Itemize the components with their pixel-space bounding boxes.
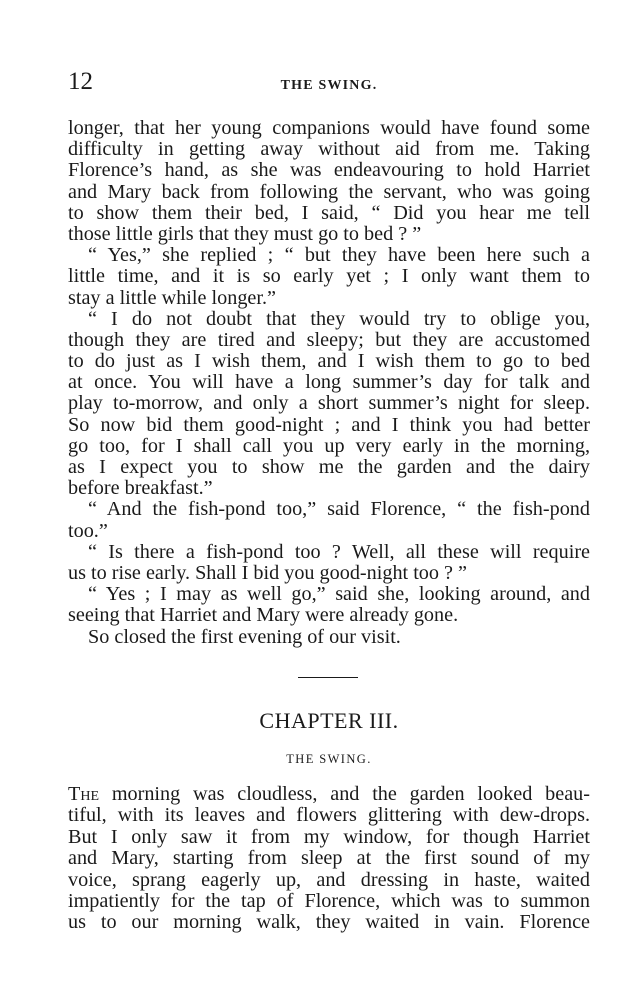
text-line: difficulty in getting away without aid from me. Taking xyxy=(68,138,590,161)
text-line: tiful, with its leaves and flowers glittering with dew-drops. xyxy=(68,804,590,827)
text-line: us to our morning walk, they waited in vain. Florence xyxy=(68,911,590,934)
text-line: at once. You will have a long summer’s day for talk and xyxy=(68,371,590,394)
section-divider xyxy=(298,677,358,678)
text-line: go too, for I shall call you up very early in the morning, xyxy=(68,434,590,457)
text-line: longer, that her young companions would have found some xyxy=(68,117,590,139)
text-line: and Mary, starting from sleep at the first sound of my xyxy=(68,847,590,870)
text-line: “ Is there a fish-pond too ? Well, all these will require xyxy=(88,540,590,563)
text-line: those little girls that they must go to bed ? ” xyxy=(68,222,422,245)
text-line: play to-morrow, and only a short summer’s night for sleep. xyxy=(68,392,590,415)
chapter-first-word: The xyxy=(68,783,99,805)
text-line: as I expect you to show me the garden and the dairy xyxy=(68,456,590,478)
chapter-heading: CHAPTER III. xyxy=(259,708,399,733)
running-head xyxy=(68,68,590,98)
text-line: stay a little while longer.” xyxy=(68,286,276,309)
text-line: voice, sprang eagerly up, and dressing in haste, waited xyxy=(68,868,590,891)
chapter-subtitle: THE SWING. xyxy=(286,752,372,766)
text-line: “ Yes,” she replied ; “ but they have been here such a xyxy=(88,244,590,267)
text-line: to show them their bed, I said, “ Did you hear me tell xyxy=(68,201,590,224)
text-line: But I only saw it from my window, for though Harriet xyxy=(68,825,590,848)
text-line: So now bid them good-night ; and I think you had better xyxy=(68,413,590,436)
text-line: to do just as I wish them, and I wish them to go to bed xyxy=(68,350,590,373)
text-line: though they are tired and sleepy; but they are accustomed xyxy=(68,328,590,351)
running-title: THE SWING. xyxy=(280,78,378,93)
text-line: Florence’s hand, as she was endeavouring to hold Harriet xyxy=(68,159,590,182)
page-number: 12 xyxy=(68,68,93,95)
text-line: us to rise early. Shall I bid you good-night too ? ” xyxy=(68,561,468,584)
text-line xyxy=(68,784,590,805)
body-text xyxy=(68,118,590,648)
text-line: and Mary back from following the servant, who was going xyxy=(68,180,590,203)
text-line: “ I do not doubt that they would try to oblige you, xyxy=(88,307,590,330)
text-line: little time, and it is so early yet ; I only want them to xyxy=(68,265,590,288)
text-line: “ And the fish-pond too,” said Florence, “ the fish-pond xyxy=(88,498,590,521)
text-line-rest: morning was cloudless, and the garden looked beau- xyxy=(99,783,590,805)
text-line: So closed the first evening of our visit. xyxy=(88,625,401,648)
chapter-text xyxy=(68,784,590,934)
text-line: impatiently for the tap of Florence, which was to summon xyxy=(68,889,590,912)
text-line: “ Yes ; I may as well go,” said she, looking around, and xyxy=(88,583,590,606)
text-line: too.” xyxy=(68,519,108,542)
text-line: before breakfast.” xyxy=(68,477,213,500)
text-line: seeing that Harriet and Mary were already gone. xyxy=(68,604,459,627)
